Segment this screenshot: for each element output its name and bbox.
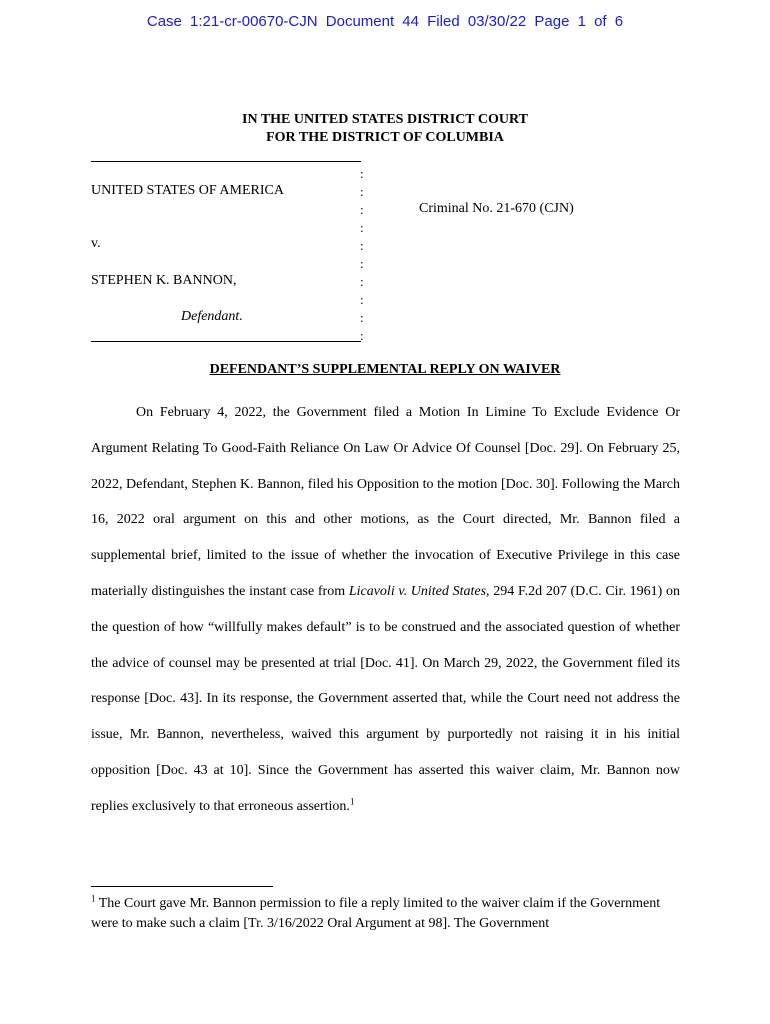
court-district-line: FOR THE DISTRICT OF COLUMBIA [266, 130, 504, 145]
footnote-separator [91, 886, 273, 887]
case-number: Criminal No. 21-670 (CJN) [419, 201, 574, 216]
case-citation: Licavoli v. United States [348, 583, 487, 599]
case-header-stamp: Case 1:21-cr-00670-CJN Document 44 Filed 03/30/22 Page 1 of 6 [146, 13, 624, 30]
caption-bottom-rule [91, 341, 361, 342]
document-title: DEFENDANT’S SUPPLEMENTAL REPLY ON WAIVER [209, 362, 561, 377]
caption-colon-column: : : : : : : : : : : [360, 166, 364, 343]
footnote-marker: 1 [91, 893, 96, 904]
caption-plaintiff: UNITED STATES OF AMERICA [91, 183, 284, 198]
caption-defendant-role: Defendant. [181, 309, 243, 324]
body-text-part-a: On February 4, 2022, the Government filed a Motion In Limine To Exclude Evidence Or Argument Relating To Good-Faith Reliance On Law Or Advice Of Counsel [Doc. 29]. On February 25, 2022, Defendant, Stephen K. Bannon, filed his Opposition to the motion [Doc. 30]. Following the March 16, 2022 oral argument on this and other motions, as the Court directed, Mr. Bannon filed a supplemental brief, limited to the issue of whether the invocation of Executive Privilege in this case materially distinguishes the instant case from [91, 405, 680, 599]
footnote [91, 894, 680, 934]
footnote-reference: 1 [349, 796, 355, 807]
court-heading [0, 111, 770, 147]
caption-defendant-name: STEPHEN K. BANNON, [91, 273, 237, 288]
footnote-text: The Court gave Mr. Bannon permission to file a reply limited to the waiver claim if the Government were to make such a claim [Tr. 3/16/2022 Oral Argument at 98]. The Government [91, 896, 661, 931]
caption-versus: v. [91, 236, 101, 251]
court-name-line: IN THE UNITED STATES DISTRICT COURT [242, 112, 528, 127]
caption-top-rule [91, 161, 361, 162]
body-text-part-b: , 294 F.2d 207 (D.C. Cir. 1961) on the question of how “willfully makes default” is to be construed and the associated question of whether the advice of counsel may be presented at trial [Doc. 41]. On March 29, 2022, the Government filed its response [Doc. 43]. In its response, the Government asserted that, while the Court need not address the issue, Mr. Bannon, nevertheless, waived this argument by purportedly not raising it in his initial opposition [Doc. 43 at 10]. Since the Government has asserted this waiver claim, Mr. Bannon now replies exclusively to that erroneous assertion. [91, 583, 681, 814]
body-paragraph [91, 395, 680, 825]
